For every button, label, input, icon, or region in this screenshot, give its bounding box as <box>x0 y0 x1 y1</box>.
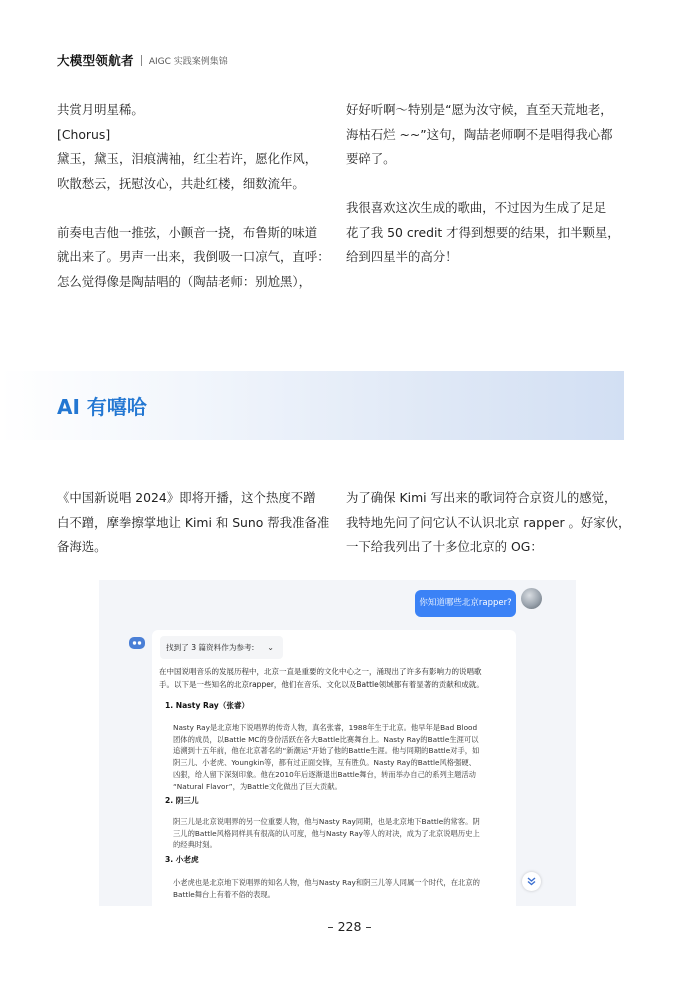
text-line: 为了确保 Kimi 写出来的歌词符合京资儿的感觉， <box>346 490 617 505</box>
intro-line: 手。以下是一些知名的北京rapper，他们在音乐、文化以及Battle领域都有着显著的贡献和成就。 <box>159 679 484 689</box>
list-item-text <box>173 816 480 851</box>
text-line: 我特地先问了问它认不认识北京 rapper 。好家伙， <box>346 514 631 530</box>
answer-intro <box>159 666 511 691</box>
list-item-text <box>173 877 480 900</box>
item-line: 阴三儿是北京说唱界的另一位重要人物，他与Nasty Ray同期，也是北京地下Battle的常客。阴 <box>173 817 480 826</box>
assistant-answer-card <box>152 630 516 906</box>
text-line: 要碎了。 <box>346 151 396 166</box>
text-line: 给到四星半的高分！ <box>346 249 458 264</box>
double-chevron-down-icon <box>522 872 541 891</box>
item-line: Battle舞台上有着不俗的表现。 <box>173 889 275 899</box>
list-item-heading: 3. 小老虎 <box>165 855 199 864</box>
item-line: “Natural Flavor”，为Battle文化做出了巨大贡献。 <box>173 781 342 791</box>
sources-label: 找到了 3 篇资料作为参考: <box>166 643 255 652</box>
item-line: 三儿的Battle风格同样具有很高的认可度，他与Nasty Ray等人的对决，成为了北京说唱历史上 <box>173 828 480 838</box>
page-number: – 228 – <box>327 919 372 934</box>
item-line: 追溯到十五年前，他在北京著名的“新潮运”开始了他的Battle生涯。他与同期的Battle对手，如 <box>173 746 480 756</box>
header-subtitle: AIGC 实践案例集锦 <box>148 56 228 67</box>
text-line: 吹散愁云，抚慰汝心，共赴红楼，细数流年。 <box>57 175 305 191</box>
item-line: 团体的成员，以Battle MC的身份活跃在各大Battle比赛舞台上。Nasty Ray的Battle生涯可以 <box>173 734 479 744</box>
section-banner <box>0 371 624 440</box>
upper-left-paragraphs <box>57 98 330 294</box>
upper-right-paragraphs <box>346 98 620 270</box>
text-line: 备海选。 <box>57 539 107 554</box>
text-line: 海枯石烂 ~~”这句，陶喆老师啊不是唱得我心都 <box>346 126 613 142</box>
text-line: 一下给我列出了十多位北京的 OG： <box>346 539 543 554</box>
chevron-down-icon: ⌄ <box>267 643 274 652</box>
text-line: 我很喜欢这次生成的歌曲，不过因为生成了足足 <box>346 200 607 215</box>
header-divider <box>141 55 142 66</box>
text-line: 白不蹭，摩拳擦掌地让 Kimi 和 Suno 帮我准备准 <box>57 514 330 530</box>
item-line: Nasty Ray是北京地下说唱界的传奇人物，真名张睿，1988年生于北京。他早年是Bad Blood <box>173 723 478 732</box>
text-line: 《中国新说唱 2024》即将开播，这个热度不蹭 <box>57 490 316 505</box>
item-line: 凶狠，给人留下深刻印象。他在2010年后逐渐退出Battle舞台，转而举办自己的系列主题活动 <box>173 769 476 779</box>
text-line: 怎么觉得像是陶喆唱的（陶喆老师：别尬黑）， <box>57 273 312 289</box>
list-item-heading: 1. Nasty Ray（张睿） <box>165 701 250 710</box>
user-message-bubble: 你知道哪些北京rapper? <box>415 590 516 617</box>
list-item-text <box>173 722 479 792</box>
list-item-heading: 2. 阴三儿 <box>165 796 199 805</box>
text-line <box>346 172 620 197</box>
running-header <box>57 51 228 69</box>
text-line: 黛玉，黛玉，泪痕满袖，红尘若许，愿化作风， <box>57 151 318 166</box>
sources-dropdown[interactable] <box>160 636 283 659</box>
text-line: 前奏电吉他一推弦，小颤音一挠，布鲁斯的味道 <box>57 224 318 240</box>
user-avatar-icon <box>521 588 542 609</box>
item-line: 阴三儿、小老虎、Youngkin等，都有过正面交锋，互有胜负。Nasty Ray的Battle风格强硬、 <box>173 758 476 768</box>
kimi-bot-icon <box>128 636 146 650</box>
text-line: 共赏月明星稀。 <box>57 102 144 117</box>
section-title: AI 有嘻哈 <box>57 395 147 419</box>
text-line: [Chorus] <box>57 126 111 142</box>
text-line <box>57 196 330 221</box>
intro-line: 在中国说唱音乐的发展历程中，北京一直是重要的文化中心之一，涌现出了许多有影响力的说唱歌 <box>159 667 482 676</box>
lower-right-paragraph <box>346 486 630 560</box>
text-line: 花了我 50 credit 才得到想要的结果，扣半颗星， <box>346 224 620 240</box>
header-brand: 大模型领航者 <box>57 53 134 68</box>
chat-screenshot <box>99 580 576 906</box>
text-line: 好好听啊～特别是“愿为汝守候，直至天荒地老， <box>346 102 613 117</box>
scroll-to-bottom-button[interactable] <box>522 872 541 891</box>
lower-left-paragraph <box>57 486 329 560</box>
item-line: 的经典时刻。 <box>173 840 217 850</box>
item-line: 小老虎也是北京地下说唱界的知名人物，他与Nasty Ray和阴三儿等人同属一个时代，在北京的 <box>173 878 480 887</box>
text-line: 就出来了。男声一出来，我倒吸一口凉气，直呼： <box>57 249 330 264</box>
